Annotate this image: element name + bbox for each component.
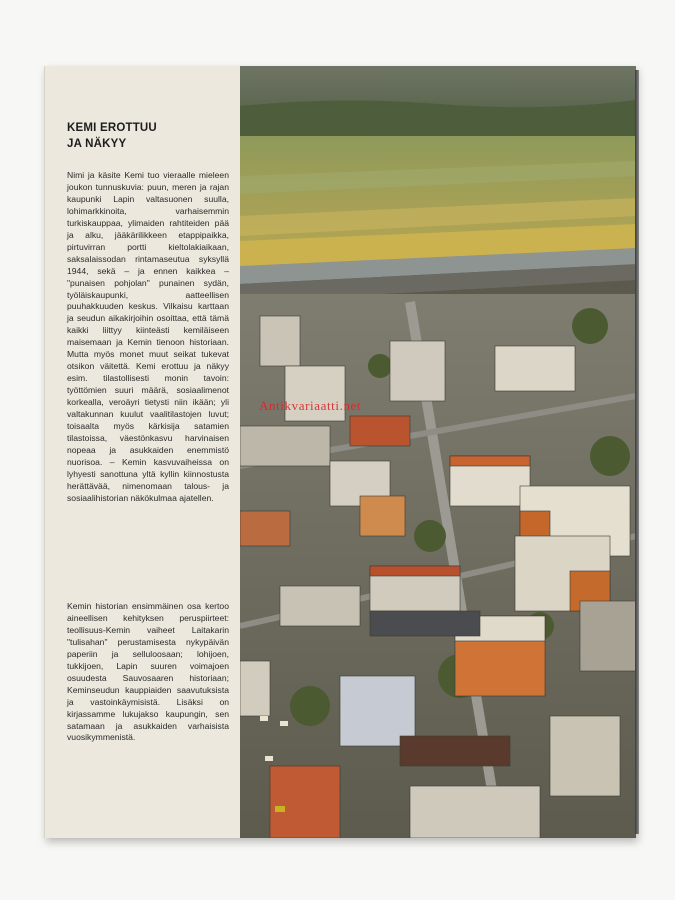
- blurb-panel: [44, 66, 240, 838]
- blurb-paragraph-1: Nimi ja käsite Kemi tuo vieraalle mieleen joukon tunnuskuvia: puun, meren ja rajan kaupunki Lapin valtasuonen suulla, lohimarkkinoita, varhaisemmin turkiskauppaa, ylimaiden rahtiteiden pää ja alku, jääkärilikkeen etappipaikka, pirtuvirran portti kieltolakiaikaan, saksalaissodan rintamaseutua syksyllä 1944, sekä – ja ennen kaikkea – "punaisen pohjolan" punainen sydän, työläiskaupunki, aatteellisen puuhakkuuden keskus. Vilkaisu karttaan ja seudun aikakirjoihin osoittaa, että tämä kaikki liittyy kiinteästi kemiläiseen maisemaan ja Kemin tienoon historiaan. Mutta myös monet muut seikat tukevat otsikon väitettä. Kemi erottuu ja näkyy esim. tilastollisesti monin tavoin: työttömien suuri määrä, sosiaalimenot korkealla, veroäyri tietysti niin ikään; yli valtakunnan kuulut vaalitilastojen luvut; toisaalta myös kärkisija satamien tilastoissa, väestönkasvu harvinaisen nopeaa ja asukkaiden enemmistö nuorisoa. – Kemin kasvuvaiheissa on lyhyesti sanottuna yltä kyllin kiinnostusta herättävää, nimenomaan talous- ja sosiaalihistorian näkökulmaa ajatellen.: [67, 170, 229, 503]
- watermark: Antikvariaatti.net: [259, 398, 362, 413]
- aerial-town-photo: [240, 66, 636, 838]
- aerial-photo-illustration: [240, 66, 636, 838]
- blurb-paragraph-2: Kemin historian ensimmäinen osa kertoo aineellisen kehityksen peruspiirteet: teollisuus-Kemin vaiheet Laitakarin "tulisahan" perustamisesta nykypäivän paperiin ja selluloosaan; lohijoen, tukkijoen, Lapin suuren voimajoen osuudesta Sauvosaaren historiaan; Keminseudun kauppiaiden saavutuksista ja vastoinkäymisistä. Lisäksi on kirjassamme lukujakso kaupungin, sen satamaan ja asukkaiden varhaisista vuosikymmenistä.: [67, 601, 229, 743]
- cover-edge: [635, 70, 639, 834]
- blurb-title-line2: JA NÄKYY: [67, 138, 127, 150]
- blurb-title-line1: KEMI EROTTUU: [67, 122, 157, 134]
- blurb-title: [67, 120, 232, 152]
- book-back-cover: [44, 66, 636, 838]
